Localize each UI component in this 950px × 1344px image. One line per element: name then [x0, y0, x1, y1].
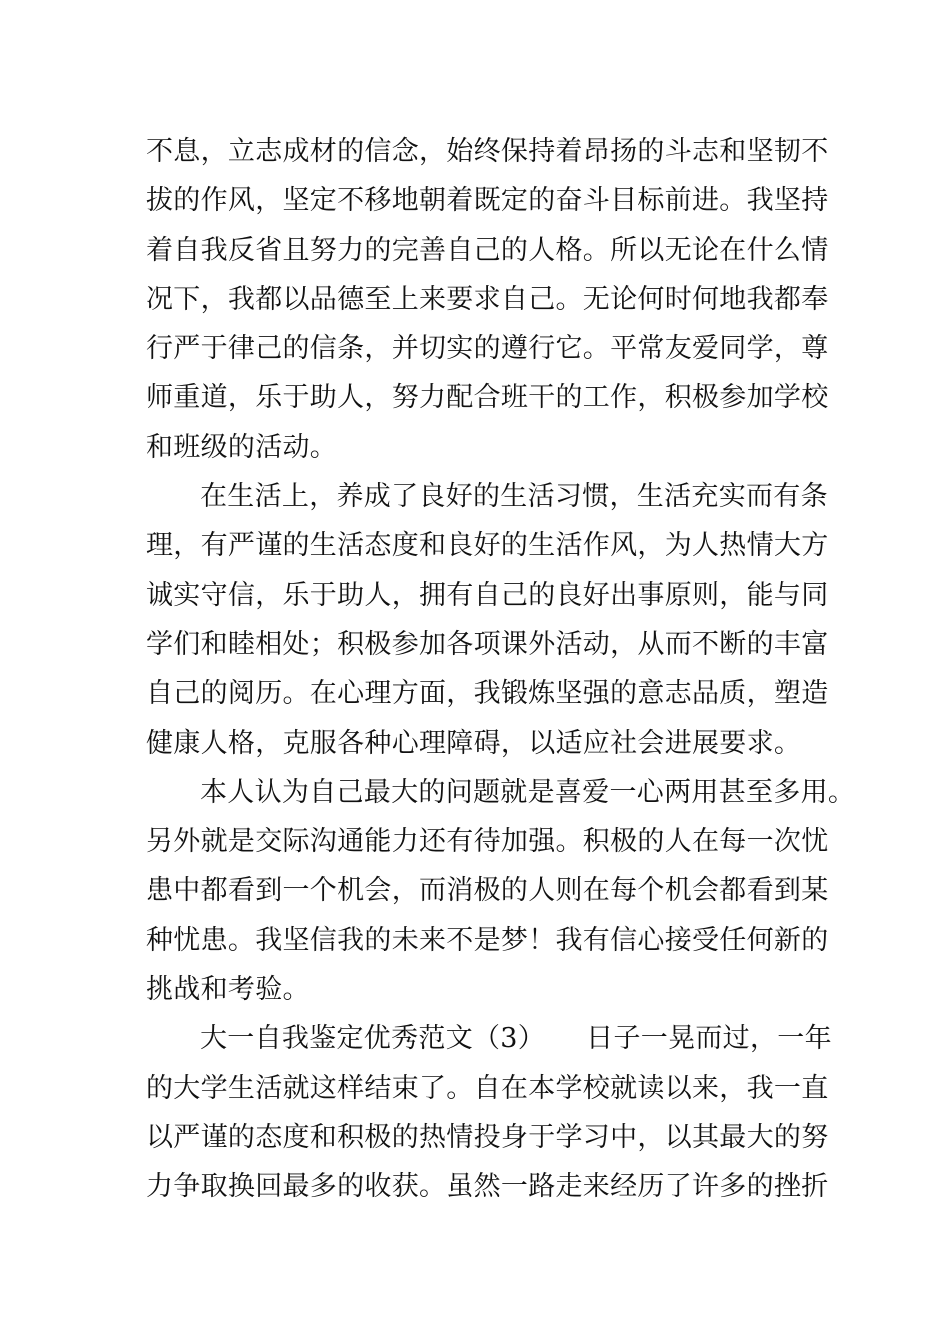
text-line: 师重道，乐于助人，努力配合班干的工作，积极参加学校: [146, 382, 829, 414]
text-line: 学们和睦相处；积极参加各项课外活动，从而不断的丰富: [146, 628, 829, 660]
text-line: 挑战和考验。: [146, 974, 310, 1006]
text-line: 不息，立志成材的信念，始终保持着昂扬的斗志和坚韧不: [146, 136, 829, 167]
section-heading-line: 大一自我鉴定优秀范文（3） 日子一晃而过，一年: [200, 1023, 832, 1055]
text-line: 种忧患。我坚信我的未来不是梦！我有信心接受任何新的: [146, 924, 829, 956]
text-line: 况下，我都以品德至上来要求自己。无论何时何地我都奉: [146, 283, 829, 315]
text-line: 理，有严谨的生活态度和良好的生活作风，为人热情大方: [146, 530, 829, 562]
text-line: 拔的作风，坚定不移地朝着既定的奋斗目标前进。我坚持: [146, 185, 829, 217]
paragraph-start-line: 本人认为自己最大的问题就是喜爱一心两用甚至多用。: [200, 776, 856, 808]
text-line: 自己的阅历。在心理方面，我锻炼坚强的意志品质，塑造: [146, 678, 829, 710]
text-line: 力争取换回最多的收获。虽然一路走来经历了许多的挫折: [146, 1171, 829, 1203]
text-line: 着自我反省且努力的完善自己的人格。所以无论在什么情: [146, 234, 829, 266]
paragraph-start-line: 在生活上，养成了良好的生活习惯，生活充实而有条: [200, 481, 828, 513]
text-line: 行严于律己的信条，并切实的遵行它。平常友爱同学，尊: [146, 333, 829, 365]
text-line: 以严谨的态度和积极的热情投身于学习中，以其最大的努: [146, 1121, 829, 1153]
text-line: 和班级的活动。: [146, 431, 338, 463]
text-line: 健康人格，克服各种心理障碍，以适应社会进展要求。: [146, 727, 802, 759]
text-line: 患中都看到一个机会，而消极的人则在每个机会都看到某: [146, 875, 829, 907]
text-line: 另外就是交际沟通能力还有待加强。积极的人在每一次忧: [146, 826, 829, 858]
text-line: 诚实守信，乐于助人，拥有自己的良好出事原则，能与同: [146, 579, 829, 611]
body-text: [146, 127, 856, 1212]
text-line: 的大学生活就这样结束了。自在本学校就读以来，我一直: [146, 1072, 829, 1104]
